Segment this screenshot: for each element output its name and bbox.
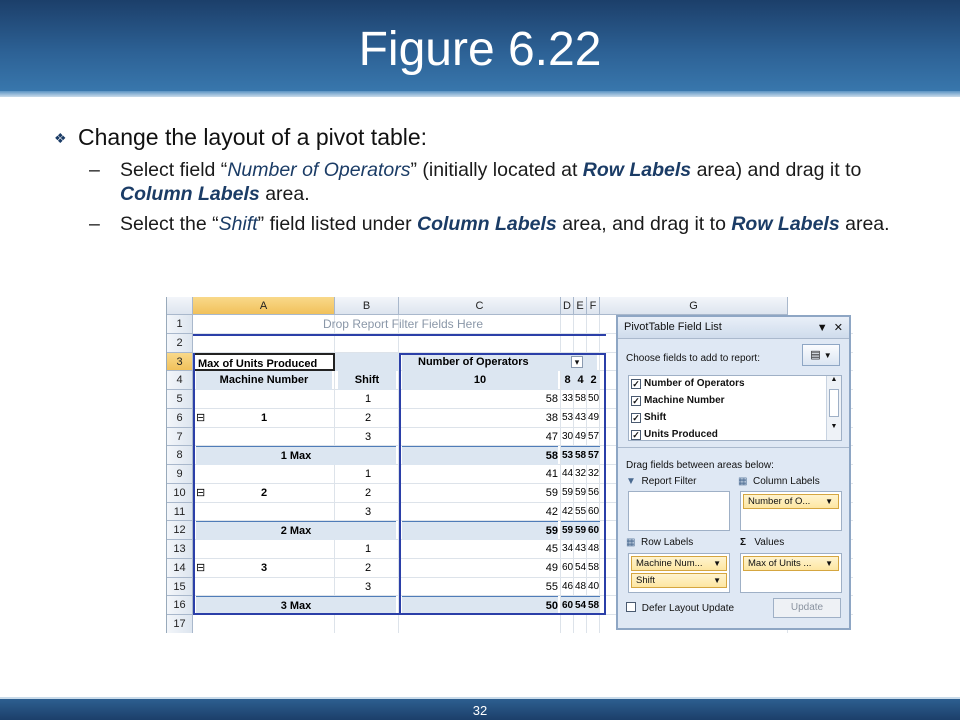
sub2-text-g: area. (839, 213, 890, 235)
row-labels-heading (626, 537, 693, 548)
choose-fields-label: Choose fields to add to report: (626, 353, 760, 364)
field-item[interactable] (631, 378, 745, 389)
drop-filter-hint: Drop Report Filter Fields Here (322, 317, 484, 331)
column-header[interactable]: F (587, 297, 600, 315)
column-labels-heading (738, 476, 820, 487)
value-cell: 56 (587, 486, 600, 498)
field-item[interactable] (631, 395, 725, 406)
report-filter-area[interactable] (628, 491, 730, 531)
value-cell: 58 (587, 561, 600, 573)
subtotal-value: 59 (574, 521, 587, 540)
row-field-pill[interactable] (631, 556, 727, 571)
pivot-table-border (399, 353, 606, 355)
row-header[interactable]: 12 (167, 521, 193, 540)
value-cell: 30 (561, 430, 574, 442)
value-cell: 33 (561, 393, 574, 404)
scroll-thumb[interactable] (829, 389, 839, 417)
column-labels-label: Column Labels (753, 476, 820, 487)
pivot-value-label: Max of Units Produced (193, 353, 335, 372)
dropdown-arrow-icon[interactable]: ▼ (825, 559, 833, 568)
close-icon[interactable]: ✕ (833, 322, 843, 334)
value-cell: 49 (587, 411, 600, 423)
subtotal-label: 1 Max (196, 446, 396, 465)
value-cell: 43 (574, 411, 587, 423)
sub1-text-g: area. (259, 183, 310, 205)
value-cell: 59 (574, 486, 587, 498)
field-list-layout-icon: ▤ (810, 349, 821, 361)
field-label: Machine Number (644, 395, 725, 406)
row-header[interactable]: 4 (167, 371, 193, 390)
bullet-list (52, 122, 912, 236)
column-value-header: 2 (587, 371, 600, 390)
row-header[interactable]: 1 (167, 315, 193, 334)
dropdown-arrow-icon[interactable]: ▼ (713, 576, 721, 585)
row-field-header-1: Machine Number (196, 371, 332, 390)
divider (618, 447, 849, 448)
update-button[interactable]: Update (773, 598, 841, 618)
row-header[interactable]: 7 (167, 428, 193, 447)
subtotal-value: 59 (402, 521, 558, 540)
value-cell: 60 (561, 561, 574, 573)
subtotal-value: 60 (587, 521, 600, 540)
field-label: Number of Operators (644, 378, 745, 389)
report-filter-heading (626, 476, 696, 487)
select-all-corner[interactable] (167, 297, 193, 315)
shift-cell: 3 (365, 580, 372, 593)
pill-label: Number of O... (748, 496, 811, 507)
pill-label: Shift (636, 575, 656, 586)
sub2-text-c: ” field listed under (257, 213, 418, 235)
sub1-area-1: Row Labels (582, 159, 692, 181)
page-number: 32 (472, 703, 488, 718)
layout-options-button[interactable] (802, 344, 840, 366)
field-item[interactable] (631, 412, 666, 423)
value-cell: 42 (545, 505, 558, 518)
sub1-text-a: Select field “ (120, 159, 228, 181)
value-cell: 58 (574, 393, 587, 404)
pivot-field-list-pane (616, 315, 851, 630)
sub-bullet-2 (52, 212, 912, 236)
subtotal-value: 57 (587, 446, 600, 465)
sub2-field-name: Shift (218, 213, 258, 235)
value-cell: 55 (574, 505, 587, 517)
value-cell: 34 (561, 543, 574, 554)
sub2-area-2: Row Labels (731, 213, 840, 235)
sub2-area-1: Column Labels (417, 213, 557, 235)
value-cell: 45 (545, 543, 558, 555)
title-bar (0, 0, 960, 97)
dash-bullet-icon: – (89, 159, 100, 181)
checked-checkbox-icon[interactable]: ✓ (632, 413, 640, 423)
row-header[interactable]: 17 (167, 615, 193, 633)
shift-cell: 2 (365, 486, 372, 499)
subtotal-label: 2 Max (196, 521, 396, 540)
pill-label: Max of Units ... (748, 558, 812, 569)
sub1-text-c: ” (initially located at (410, 159, 583, 181)
values-label: Values (754, 537, 785, 548)
dropdown-arrow-icon[interactable]: ▼ (713, 559, 721, 568)
value-cell: 46 (561, 580, 574, 592)
value-cell: 44 (561, 468, 574, 479)
pivot-table-border (399, 353, 401, 616)
value-cell: 59 (561, 486, 574, 498)
row-header[interactable]: 8 (167, 446, 193, 465)
sub1-field-name: Number of Operators (227, 159, 411, 181)
value-cell: 41 (545, 468, 558, 480)
pane-options-icon[interactable]: ▼ (816, 322, 828, 334)
column-field-header: Number of Operators (402, 353, 597, 372)
value-cell: 54 (574, 561, 587, 573)
column-header[interactable]: B (335, 297, 399, 315)
row-field-header-2: Shift (338, 371, 396, 390)
sub2-text-e: area, and drag it to (556, 213, 732, 235)
field-label: Shift (644, 412, 667, 423)
drag-fields-label: Drag fields between areas below: (626, 460, 774, 471)
column-header[interactable]: A (193, 297, 335, 315)
sub2-text-a: Select the “ (120, 213, 219, 235)
row-grid-icon: ▦ (626, 537, 636, 548)
collapse-button[interactable]: ⊟ (196, 561, 206, 574)
machine-number-cell: 3 (260, 561, 268, 574)
subtotal-value: 53 (561, 446, 574, 465)
machine-number-cell: 2 (260, 486, 268, 499)
bullet-main-text: Change the layout of a pivot table: (78, 124, 428, 150)
scroll-down-icon[interactable]: ▼ (830, 423, 838, 430)
bullet-main (52, 122, 912, 152)
checked-checkbox-icon[interactable]: ✓ (632, 430, 640, 440)
dropdown-arrow-icon: ▼ (823, 351, 832, 360)
value-field-pill[interactable] (743, 556, 839, 571)
collapse-button[interactable]: ⊟ (196, 486, 206, 499)
column-value-header: 8 (561, 371, 574, 390)
row-header[interactable]: 10 (167, 484, 193, 503)
row-header[interactable]: 11 (167, 503, 193, 522)
row-header[interactable]: 15 (167, 578, 193, 597)
unchecked-checkbox-icon[interactable] (626, 602, 636, 612)
collapse-button[interactable]: ⊟ (196, 411, 206, 424)
footer-bar (0, 697, 960, 720)
value-cell: 32 (574, 468, 587, 479)
value-cell: 43 (574, 543, 587, 554)
sub1-text-e: area) and drag it to (691, 159, 862, 181)
field-list-scrollbar[interactable] (826, 376, 841, 440)
row-header[interactable]: 13 (167, 540, 193, 559)
subtotal-value: 50 (402, 596, 558, 615)
value-cell: 49 (574, 430, 587, 442)
subtotal-label: 3 Max (196, 596, 396, 615)
subtotal-value: 54 (574, 596, 587, 615)
subtotal-value: 59 (561, 521, 574, 540)
pane-title: PivotTable Field List (624, 321, 722, 333)
value-cell: 48 (574, 580, 587, 592)
shift-cell: 2 (365, 561, 372, 574)
value-cell: 49 (545, 561, 558, 574)
defer-layout-row (626, 602, 734, 614)
subtotal-value: 58 (587, 596, 600, 615)
diamond-bullet-icon: ❖ (54, 130, 67, 146)
row-header[interactable]: 3 (167, 353, 193, 372)
values-heading (740, 537, 784, 548)
column-value-header: 4 (574, 371, 587, 390)
checked-checkbox-icon[interactable]: ✓ (632, 379, 640, 389)
shift-cell: 2 (365, 411, 372, 424)
dropdown-arrow-icon[interactable]: ▼ (825, 497, 833, 506)
column-field-pill[interactable] (743, 494, 839, 509)
sub-bullet-1 (52, 158, 912, 206)
sub1-area-2: Column Labels (120, 183, 260, 205)
field-checklist (628, 375, 842, 441)
value-cell: 40 (587, 580, 600, 592)
sigma-icon: Σ (740, 537, 747, 548)
field-label: Units Produced (644, 429, 718, 440)
value-cell: 58 (545, 393, 558, 405)
row-labels-area[interactable] (628, 553, 730, 593)
subtotal-value: 58 (402, 446, 558, 465)
column-header[interactable]: E (574, 297, 587, 315)
subtotal-value: 60 (561, 596, 574, 615)
slide-title: Figure 6.22 (358, 23, 602, 76)
value-cell: 55 (545, 580, 558, 593)
subtotal-value: 58 (574, 446, 587, 465)
shift-cell: 1 (365, 543, 372, 555)
values-area[interactable] (740, 553, 842, 593)
checked-checkbox-icon[interactable]: ✓ (632, 396, 640, 406)
value-cell: 59 (545, 486, 558, 499)
column-grid-icon: ▦ (738, 476, 748, 487)
row-header[interactable]: 9 (167, 465, 193, 484)
row-header[interactable]: 5 (167, 390, 193, 409)
machine-number-cell: 1 (260, 411, 268, 424)
filter-dropdown-icon[interactable]: ▾ (571, 356, 583, 368)
report-filter-label: Report Filter (641, 476, 697, 487)
row-header[interactable]: 14 (167, 559, 193, 578)
value-cell: 48 (587, 543, 600, 554)
column-header[interactable]: C (399, 297, 561, 315)
column-value-header: 10 (402, 371, 558, 390)
pill-label: Machine Num... (636, 558, 703, 569)
shift-cell: 3 (365, 505, 372, 518)
dash-bullet-icon: – (89, 213, 100, 235)
field-item[interactable] (631, 429, 718, 440)
pivot-table-border (193, 334, 606, 336)
value-cell: 60 (587, 505, 600, 517)
filter-funnel-icon: ▼ (626, 476, 636, 487)
value-cell: 42 (561, 505, 574, 517)
value-cell: 32 (587, 468, 600, 479)
row-field-pill[interactable] (631, 573, 727, 588)
scroll-up-icon[interactable]: ▲ (830, 376, 838, 383)
defer-layout-label: Defer Layout Update (641, 603, 735, 614)
value-cell: 47 (545, 430, 558, 443)
column-labels-area[interactable] (740, 491, 842, 531)
value-cell: 38 (545, 411, 558, 424)
row-header[interactable]: 2 (167, 334, 193, 353)
row-labels-label: Row Labels (641, 537, 694, 548)
shift-cell: 3 (365, 430, 372, 443)
shift-cell: 1 (365, 393, 372, 405)
column-header[interactable]: D (561, 297, 574, 315)
row-header[interactable]: 6 (167, 409, 193, 428)
value-cell: 53 (561, 411, 574, 423)
value-cell: 50 (587, 393, 600, 404)
shift-cell: 1 (365, 468, 372, 480)
row-header[interactable]: 16 (167, 596, 193, 615)
column-header[interactable]: G (600, 297, 788, 315)
pane-header (618, 317, 849, 339)
value-cell: 57 (587, 430, 600, 442)
